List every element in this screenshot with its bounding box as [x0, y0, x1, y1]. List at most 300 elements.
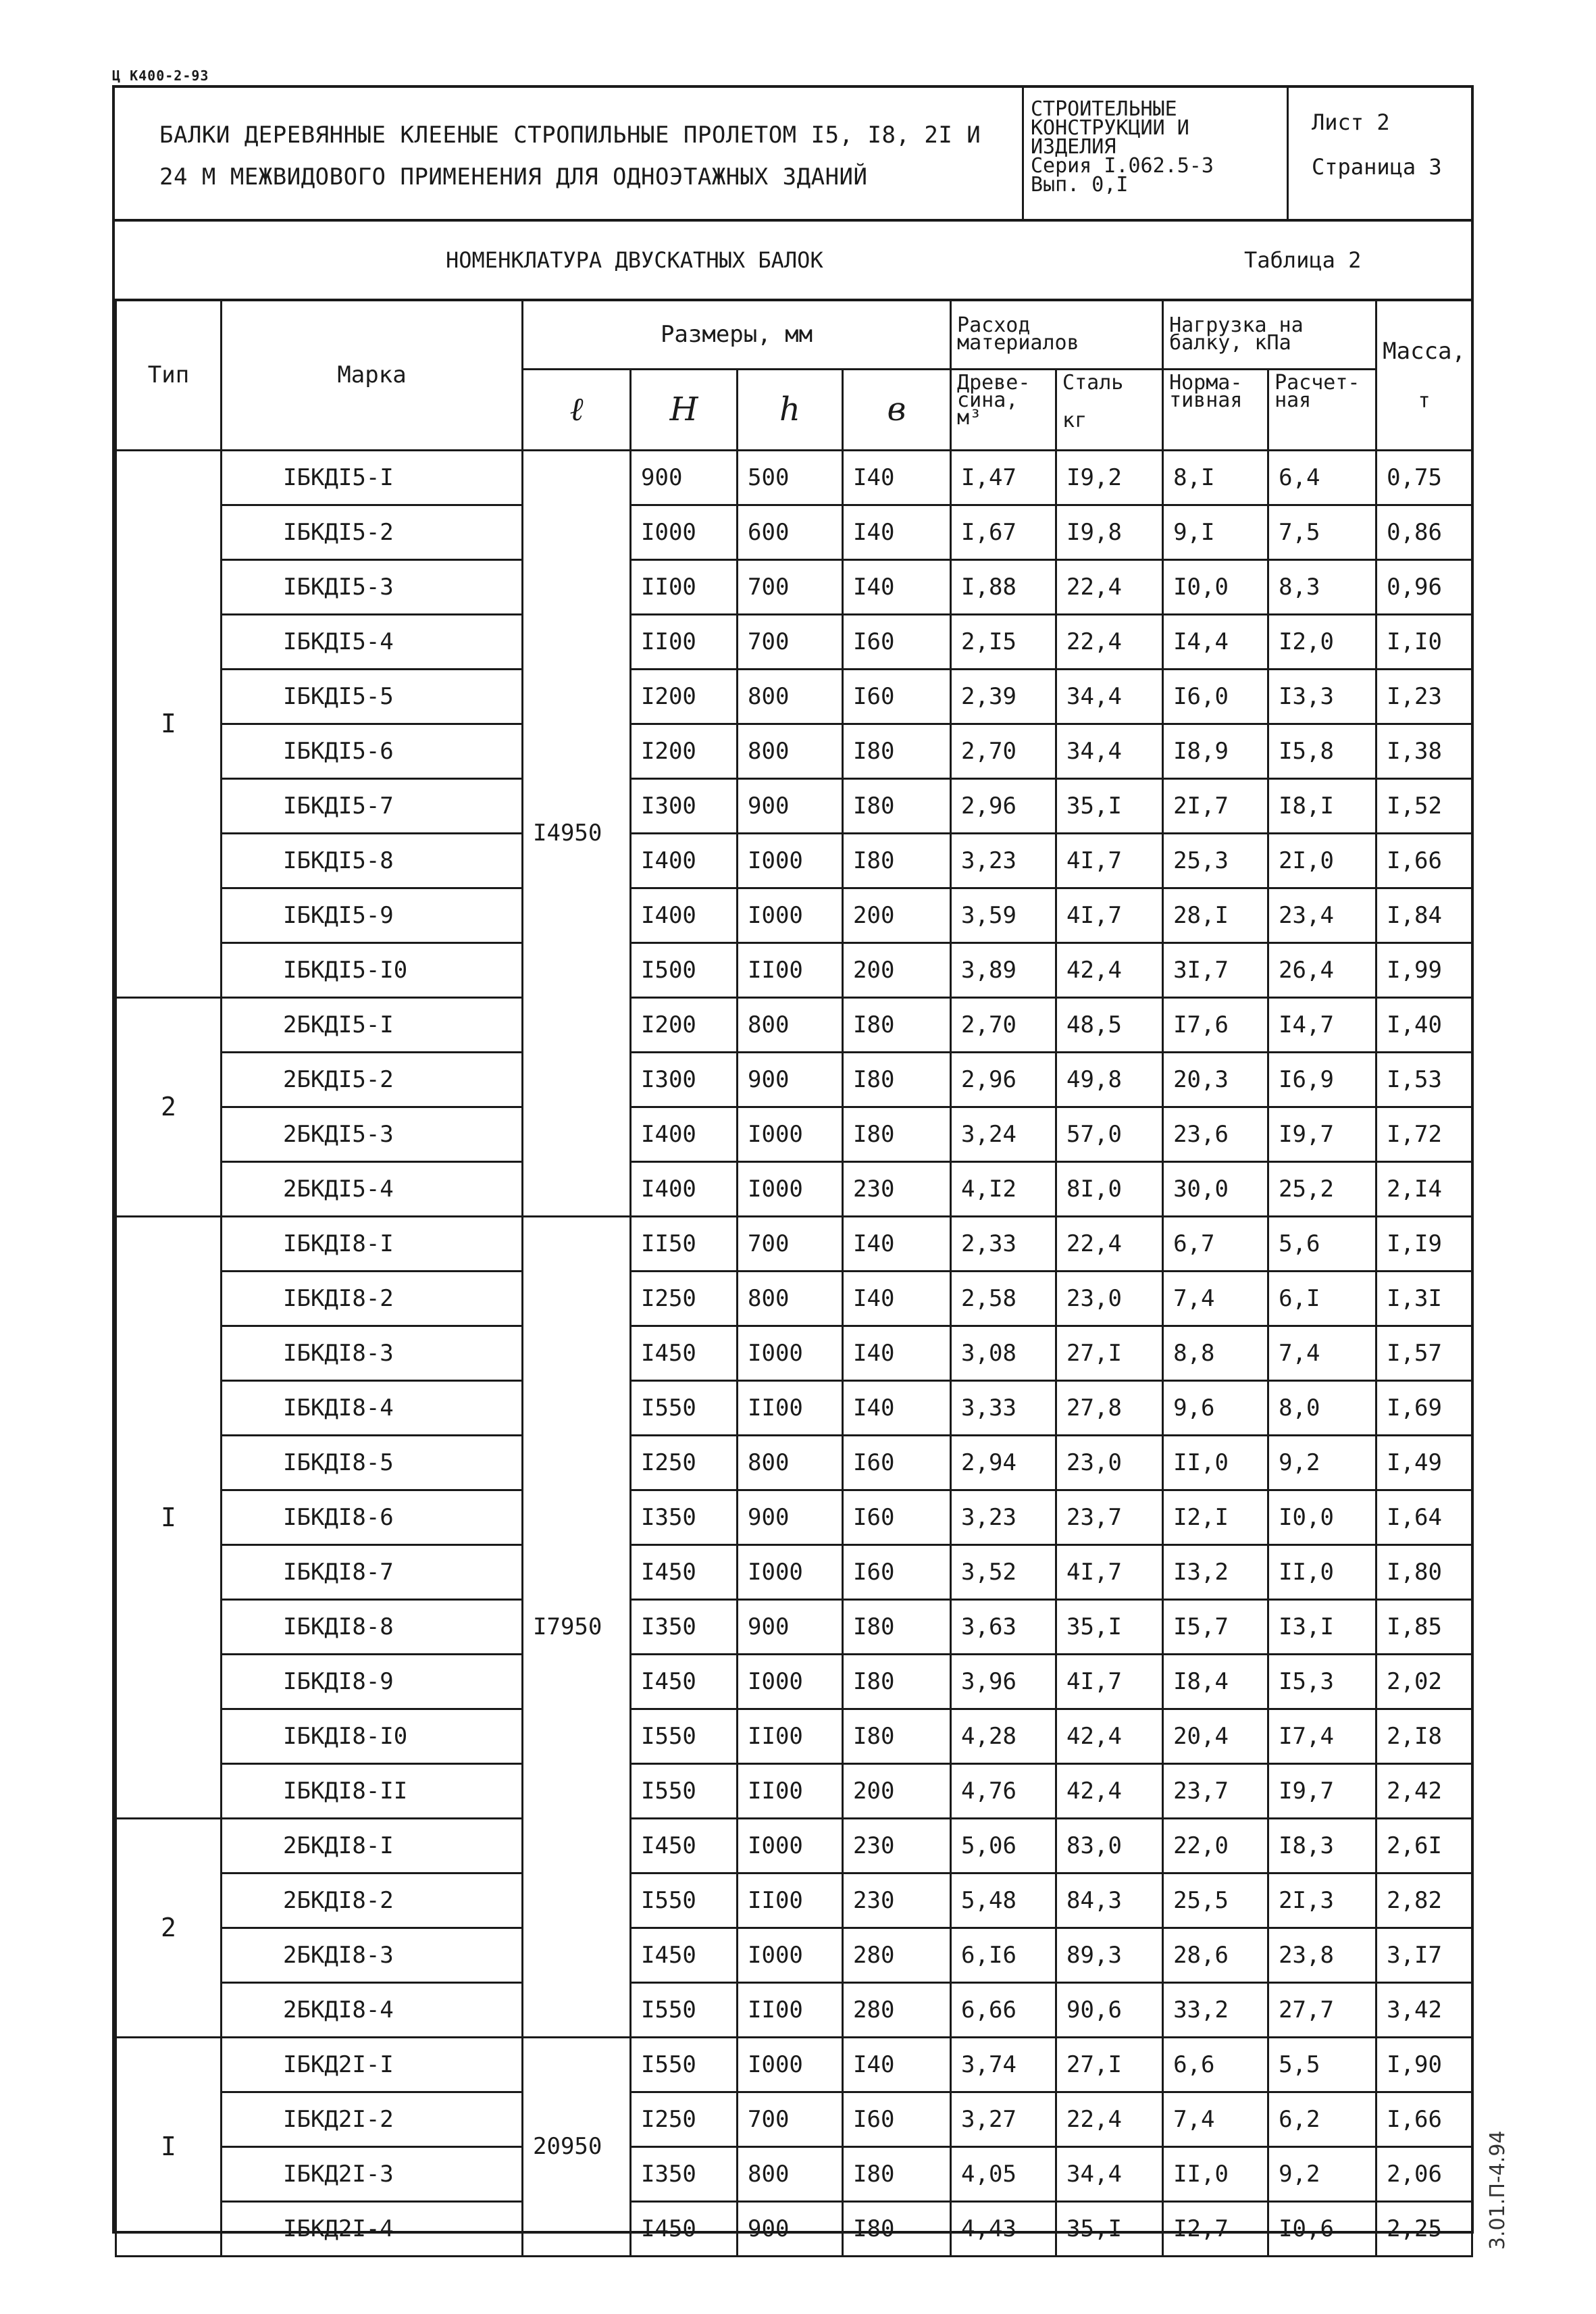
steel-cell: 22,4	[1056, 614, 1163, 669]
width-cell: I80	[843, 1654, 951, 1709]
steel-cell: 34,4	[1056, 669, 1163, 724]
steel-cell: 4I,7	[1056, 1544, 1163, 1599]
width-cell: I40	[843, 1380, 951, 1435]
normative-load-cell: 8,8	[1163, 1326, 1268, 1380]
width-cell: I60	[843, 1435, 951, 1490]
design-load-cell: I6,9	[1268, 1052, 1376, 1107]
mass-cell: I,I0	[1376, 614, 1472, 669]
steel-cell: 4I,7	[1056, 833, 1163, 888]
table-number: Таблица 2	[1244, 247, 1362, 273]
table-row	[116, 888, 1472, 942]
table-row	[116, 942, 1472, 997]
height-end-cell: 600	[738, 505, 843, 559]
height-support-cell: I400	[631, 833, 738, 888]
header-height-end-symbol: h	[738, 369, 843, 450]
mark-cell: IБКДI5-I0	[222, 942, 523, 997]
height-end-cell: I000	[738, 888, 843, 942]
table-row	[116, 1216, 1472, 1271]
wood-cell: 2,96	[951, 778, 1056, 833]
mass-cell: I,66	[1376, 833, 1472, 888]
page-number: Страница 3	[1312, 154, 1442, 180]
steel-cell: 89,3	[1056, 1928, 1163, 1982]
mark-cell: IБКДI5-7	[222, 778, 523, 833]
design-load-cell: I0,6	[1268, 2201, 1376, 2256]
height-end-cell: I000	[738, 1544, 843, 1599]
normative-load-cell: I5,7	[1163, 1599, 1268, 1654]
height-end-cell: 500	[738, 450, 843, 505]
mark-cell: IБКД2I-3	[222, 2146, 523, 2201]
wood-cell: I,67	[951, 505, 1056, 559]
height-support-cell: II00	[631, 559, 738, 614]
mass-cell: 0,75	[1376, 450, 1472, 505]
mark-cell: 2БКДI8-3	[222, 1928, 523, 1982]
table-row	[116, 1052, 1472, 1107]
normative-load-cell: 28,6	[1163, 1928, 1268, 1982]
design-load-cell: 9,2	[1268, 1435, 1376, 1490]
height-end-cell: 700	[738, 559, 843, 614]
design-load-cell: I3,I	[1268, 1599, 1376, 1654]
design-load-cell: I8,I	[1268, 778, 1376, 833]
title-block	[115, 88, 1024, 222]
normative-load-cell: 33,2	[1163, 1982, 1268, 2037]
mass-cell: I,52	[1376, 778, 1472, 833]
width-cell: I80	[843, 2146, 951, 2201]
height-support-cell: I200	[631, 669, 738, 724]
wood-cell: 3,96	[951, 1654, 1056, 1709]
table-row	[116, 1873, 1472, 1928]
header-steel	[1056, 369, 1163, 450]
steel-cell: 35,I	[1056, 2201, 1163, 2256]
header-normative: Норма-тивная	[1163, 369, 1268, 450]
height-end-cell: 900	[738, 1490, 843, 1544]
mark-cell: IБКДI5-5	[222, 669, 523, 724]
width-cell: I80	[843, 1107, 951, 1161]
height-support-cell: I250	[631, 1271, 738, 1326]
table-row	[116, 1435, 1472, 1490]
header-wood	[951, 369, 1056, 450]
normative-load-cell: I2,7	[1163, 2201, 1268, 2256]
design-load-cell: I7,4	[1268, 1709, 1376, 1763]
normative-load-cell: 6,7	[1163, 1216, 1268, 1271]
mass-cell: I,80	[1376, 1544, 1472, 1599]
page-frame	[112, 85, 1474, 2242]
wood-cell: 3,63	[951, 1599, 1056, 1654]
height-support-cell: I550	[631, 1982, 738, 2037]
mass-cell: I,I9	[1376, 1216, 1472, 1271]
table-row	[116, 450, 1472, 505]
normative-load-cell: II,0	[1163, 2146, 1268, 2201]
design-load-cell: 2I,3	[1268, 1873, 1376, 1928]
mass-cell: I,64	[1376, 1490, 1472, 1544]
mark-cell: IБКДI8-5	[222, 1435, 523, 1490]
header-design: Расчет-ная	[1268, 369, 1376, 450]
height-support-cell: I350	[631, 1490, 738, 1544]
design-load-cell: I2,0	[1268, 614, 1376, 669]
normative-load-cell: 2I,7	[1163, 778, 1268, 833]
normative-load-cell: I4,4	[1163, 614, 1268, 669]
mass-cell: 3,42	[1376, 1982, 1472, 2037]
design-load-cell: I9,7	[1268, 1107, 1376, 1161]
height-support-cell: I550	[631, 1873, 738, 1928]
mass-cell: 2,I8	[1376, 1709, 1472, 1763]
type-cell: I	[116, 450, 222, 997]
width-cell: I80	[843, 2201, 951, 2256]
wood-cell: 2,33	[951, 1216, 1056, 1271]
height-support-cell: I250	[631, 2092, 738, 2146]
height-end-cell: 800	[738, 669, 843, 724]
steel-cell: 34,4	[1056, 2146, 1163, 2201]
normative-load-cell: 9,I	[1163, 505, 1268, 559]
mark-cell: 2БКДI5-2	[222, 1052, 523, 1107]
width-cell: I40	[843, 2037, 951, 2092]
wood-cell: 3,23	[951, 833, 1056, 888]
mass-cell: 2,42	[1376, 1763, 1472, 1818]
design-load-cell: I5,3	[1268, 1654, 1376, 1709]
steel-cell: 83,0	[1056, 1818, 1163, 1873]
steel-cell: 27,8	[1056, 1380, 1163, 1435]
design-load-cell: 25,2	[1268, 1161, 1376, 1216]
width-cell: 200	[843, 888, 951, 942]
design-load-cell: I8,3	[1268, 1818, 1376, 1873]
width-cell: I80	[843, 833, 951, 888]
width-cell: I80	[843, 1052, 951, 1107]
width-cell: I40	[843, 1326, 951, 1380]
design-load-cell: 23,4	[1268, 888, 1376, 942]
type-cell: I	[116, 2037, 222, 2256]
mark-cell: IБКДI8-2	[222, 1271, 523, 1326]
height-end-cell: 700	[738, 614, 843, 669]
mark-cell: 2БКДI8-I	[222, 1818, 523, 1873]
header-width-symbol: в	[843, 369, 951, 450]
height-end-cell: II00	[738, 1873, 843, 1928]
wood-cell: 5,48	[951, 1873, 1056, 1928]
normative-load-cell: 30,0	[1163, 1161, 1268, 1216]
height-support-cell: I450	[631, 1326, 738, 1380]
mass-cell: 0,86	[1376, 505, 1472, 559]
mark-cell: 2БКДI8-4	[222, 1982, 523, 2037]
design-load-cell: 23,8	[1268, 1928, 1376, 1982]
height-support-cell: I400	[631, 1161, 738, 1216]
normative-load-cell: I8,9	[1163, 724, 1268, 778]
height-support-cell: I450	[631, 1928, 738, 1982]
wood-cell: 3,52	[951, 1544, 1056, 1599]
table-row	[116, 778, 1472, 833]
design-load-cell: 8,3	[1268, 559, 1376, 614]
mass-label: Масса,	[1383, 337, 1466, 365]
height-end-cell: 800	[738, 1271, 843, 1326]
wood-cell: 6,I6	[951, 1928, 1056, 1982]
mass-cell: 0,96	[1376, 559, 1472, 614]
mass-cell: I,99	[1376, 942, 1472, 997]
wood-cell: 5,06	[951, 1818, 1056, 1873]
height-end-cell: 800	[738, 2146, 843, 2201]
height-end-cell: I000	[738, 833, 843, 888]
mass-cell: I,84	[1376, 888, 1472, 942]
height-support-cell: I550	[631, 1763, 738, 1818]
series-line: СТРОИТЕЛЬНЫЕ	[1031, 97, 1177, 121]
length-cell: 20950	[523, 2037, 631, 2256]
table-row	[116, 505, 1472, 559]
design-load-cell: 7,4	[1268, 1326, 1376, 1380]
normative-load-cell: 3I,7	[1163, 942, 1268, 997]
table-row	[116, 1380, 1472, 1435]
height-support-cell: I000	[631, 505, 738, 559]
normative-load-cell: 6,6	[1163, 2037, 1268, 2092]
design-load-cell: 9,2	[1268, 2146, 1376, 2201]
steel-cell: 22,4	[1056, 2092, 1163, 2146]
table-row	[116, 1544, 1472, 1599]
wood-cell: 2,58	[951, 1271, 1056, 1326]
width-cell: 200	[843, 1763, 951, 1818]
width-cell: I40	[843, 1216, 951, 1271]
steel-cell: 84,3	[1056, 1873, 1163, 1928]
steel-cell: 90,6	[1056, 1982, 1163, 2037]
width-cell: I40	[843, 559, 951, 614]
mark-cell: IБКД2I-4	[222, 2201, 523, 2256]
height-end-cell: I000	[738, 1928, 843, 1982]
table-row	[116, 1709, 1472, 1763]
mark-cell: IБКДI5-6	[222, 724, 523, 778]
normative-load-cell: I7,6	[1163, 997, 1268, 1052]
design-load-cell: I0,0	[1268, 1490, 1376, 1544]
height-end-cell: II00	[738, 1982, 843, 2037]
type-cell: 2	[116, 997, 222, 1216]
wood-cell: 2,70	[951, 724, 1056, 778]
wood-cell: 3,59	[951, 888, 1056, 942]
normative-load-cell: 8,I	[1163, 450, 1268, 505]
wood-cell: 6,66	[951, 1982, 1056, 2037]
steel-cell: 8I,0	[1056, 1161, 1163, 1216]
height-support-cell: I450	[631, 2201, 738, 2256]
wood-cell: 3,08	[951, 1326, 1056, 1380]
wood-cell: 2,I5	[951, 614, 1056, 669]
wood-cell: 4,05	[951, 2146, 1056, 2201]
width-cell: I40	[843, 1271, 951, 1326]
mark-cell: IБКДI5-3	[222, 559, 523, 614]
table-row	[116, 2201, 1472, 2256]
mass-cell: I,85	[1376, 1599, 1472, 1654]
table-row	[116, 1271, 1472, 1326]
height-support-cell: I550	[631, 1380, 738, 1435]
wood-cell: 4,43	[951, 2201, 1056, 2256]
mark-cell: 2БКДI5-4	[222, 1161, 523, 1216]
mark-cell: IБКДI5-9	[222, 888, 523, 942]
wood-cell: 3,23	[951, 1490, 1056, 1544]
height-support-cell: I550	[631, 1709, 738, 1763]
design-load-cell: 2I,0	[1268, 833, 1376, 888]
height-end-cell: 900	[738, 1052, 843, 1107]
table-row	[116, 1928, 1472, 1982]
table-row	[116, 1107, 1472, 1161]
height-end-cell: I000	[738, 1161, 843, 1216]
design-load-cell: II,0	[1268, 1544, 1376, 1599]
type-cell: I	[116, 1216, 222, 1818]
width-cell: I80	[843, 997, 951, 1052]
table-row	[116, 1818, 1472, 1873]
normative-load-cell: I2,I	[1163, 1490, 1268, 1544]
header-type: Тип	[116, 301, 222, 450]
table-row	[116, 669, 1472, 724]
width-cell: I80	[843, 778, 951, 833]
table-row	[116, 1763, 1472, 1818]
header-sizes: Размеры, мм	[523, 301, 951, 369]
height-end-cell: I000	[738, 1326, 843, 1380]
side-code: 3.01.П-4.94	[1486, 2130, 1510, 2250]
header-mass	[1376, 301, 1472, 450]
steel-cell: 22,4	[1056, 559, 1163, 614]
table-row	[116, 2037, 1472, 2092]
mass-cell: 2,82	[1376, 1873, 1472, 1928]
normative-load-cell: 23,7	[1163, 1763, 1268, 1818]
height-end-cell: I000	[738, 1107, 843, 1161]
height-end-cell: 900	[738, 1599, 843, 1654]
width-cell: I40	[843, 450, 951, 505]
normative-load-cell: 28,I	[1163, 888, 1268, 942]
table-row	[116, 1161, 1472, 1216]
height-support-cell: I200	[631, 724, 738, 778]
mark-cell: IБКДI8-7	[222, 1544, 523, 1599]
width-cell: I60	[843, 614, 951, 669]
series-block	[1024, 88, 1289, 222]
mark-cell: IБКДI5-I	[222, 450, 523, 505]
height-end-cell: II00	[738, 942, 843, 997]
height-support-cell: 900	[631, 450, 738, 505]
height-support-cell: I400	[631, 1107, 738, 1161]
normative-load-cell: II,0	[1163, 1435, 1268, 1490]
height-support-cell: II50	[631, 1216, 738, 1271]
mass-cell: 2,06	[1376, 2146, 1472, 2201]
steel-cell: 27,I	[1056, 2037, 1163, 2092]
wood-cell: 3,27	[951, 2092, 1056, 2146]
series-line: КОНСТРУКЦИИ И	[1031, 116, 1189, 140]
design-load-cell: 7,5	[1268, 505, 1376, 559]
type-cell: 2	[116, 1818, 222, 2037]
mass-cell: 3,I7	[1376, 1928, 1472, 1982]
mass-cell: I,66	[1376, 2092, 1472, 2146]
table-row	[116, 614, 1472, 669]
width-cell: I80	[843, 1709, 951, 1763]
width-cell: I80	[843, 1599, 951, 1654]
mark-cell: 2БКДI8-2	[222, 1873, 523, 1928]
mass-cell: 2,25	[1376, 2201, 1472, 2256]
series-line: ИЗДЕЛИЯ	[1031, 135, 1116, 159]
design-load-cell: I5,8	[1268, 724, 1376, 778]
height-end-cell: I000	[738, 1818, 843, 1873]
steel-cell: 4I,7	[1056, 888, 1163, 942]
table-row	[116, 1599, 1472, 1654]
steel-cell: 23,0	[1056, 1435, 1163, 1490]
normative-load-cell: 9,6	[1163, 1380, 1268, 1435]
width-cell: I60	[843, 1544, 951, 1599]
height-support-cell: I250	[631, 1435, 738, 1490]
mass-cell: I,38	[1376, 724, 1472, 778]
mass-cell: I,49	[1376, 1435, 1472, 1490]
table-row	[116, 1654, 1472, 1709]
steel-cell: 49,8	[1056, 1052, 1163, 1107]
steel-cell: I9,2	[1056, 450, 1163, 505]
header-mark: Марка	[222, 301, 523, 450]
design-load-cell: 26,4	[1268, 942, 1376, 997]
normative-load-cell: 20,4	[1163, 1709, 1268, 1763]
table-row	[116, 559, 1472, 614]
steel-cell: 27,I	[1056, 1326, 1163, 1380]
width-cell: 230	[843, 1873, 951, 1928]
mass-cell: 2,6I	[1376, 1818, 1472, 1873]
design-load-cell: 27,7	[1268, 1982, 1376, 2037]
normative-load-cell: 25,3	[1163, 833, 1268, 888]
mark-cell: IБКДI8-8	[222, 1599, 523, 1654]
steel-cell: 42,4	[1056, 942, 1163, 997]
mass-cell: 2,02	[1376, 1654, 1472, 1709]
table-row	[116, 1982, 1472, 2037]
mass-cell: I,40	[1376, 997, 1472, 1052]
design-load-cell: I9,7	[1268, 1763, 1376, 1818]
normative-load-cell: 25,5	[1163, 1873, 1268, 1928]
document-code: Ц К400-2-93	[112, 68, 209, 84]
table-caption	[115, 222, 1471, 301]
wood-cell: 3,89	[951, 942, 1056, 997]
mark-cell: IБКД2I-2	[222, 2092, 523, 2146]
mark-cell: IБКД2I-I	[222, 2037, 523, 2092]
wood-label: Древе-сина,	[957, 370, 1031, 412]
wood-unit: м³	[957, 405, 982, 430]
height-end-cell: II00	[738, 1709, 843, 1763]
mark-cell: IБКДI8-6	[222, 1490, 523, 1544]
normative-load-cell: 22,0	[1163, 1818, 1268, 1873]
wood-cell: 3,33	[951, 1380, 1056, 1435]
table-row	[116, 2146, 1472, 2201]
design-load-cell: 8,0	[1268, 1380, 1376, 1435]
mark-cell: 2БКДI5-I	[222, 997, 523, 1052]
steel-cell: 35,I	[1056, 1599, 1163, 1654]
title-line-2: 24 М МЕЖВИДОВОГО ПРИМЕНЕНИЯ ДЛЯ ОДНОЭТАЖНЫХ ЗДАНИЙ	[159, 164, 868, 191]
sheet-block	[1289, 88, 1471, 222]
title-line-1: БАЛКИ ДЕРЕВЯННЫЕ КЛЕЕНЫЕ СТРОПИЛЬНЫЕ ПРОЛЕТОМ I5, I8, 2I И	[159, 122, 981, 149]
steel-cell: I9,8	[1056, 505, 1163, 559]
steel-cell: 4I,7	[1056, 1654, 1163, 1709]
mass-cell: I,69	[1376, 1380, 1472, 1435]
mass-cell: 2,I4	[1376, 1161, 1472, 1216]
mark-cell: IБКДI8-I0	[222, 1709, 523, 1763]
design-load-cell: I4,7	[1268, 997, 1376, 1052]
height-support-cell: I300	[631, 1052, 738, 1107]
height-end-cell: I000	[738, 2037, 843, 2092]
mark-cell: IБКДI8-4	[222, 1380, 523, 1435]
design-load-cell: I3,3	[1268, 669, 1376, 724]
mark-cell: IБКДI5-4	[222, 614, 523, 669]
width-cell: I60	[843, 2092, 951, 2146]
normative-load-cell: 7,4	[1163, 2092, 1268, 2146]
header-length-symbol: ℓ	[523, 369, 631, 450]
steel-cell: 48,5	[1056, 997, 1163, 1052]
normative-load-cell: 20,3	[1163, 1052, 1268, 1107]
normative-load-cell: I3,2	[1163, 1544, 1268, 1599]
steel-unit: кг	[1062, 408, 1087, 432]
height-support-cell: I400	[631, 888, 738, 942]
table-row	[116, 1326, 1472, 1380]
wood-cell: 2,70	[951, 997, 1056, 1052]
height-end-cell: II00	[738, 1380, 843, 1435]
beams-table	[115, 301, 1473, 2257]
height-end-cell: 900	[738, 2201, 843, 2256]
height-end-cell: 900	[738, 778, 843, 833]
height-end-cell: 700	[738, 2092, 843, 2146]
mass-cell: I,23	[1376, 669, 1472, 724]
height-support-cell: I450	[631, 1654, 738, 1709]
length-cell: I7950	[523, 1216, 631, 2037]
steel-cell: 23,0	[1056, 1271, 1163, 1326]
height-end-cell: 800	[738, 997, 843, 1052]
